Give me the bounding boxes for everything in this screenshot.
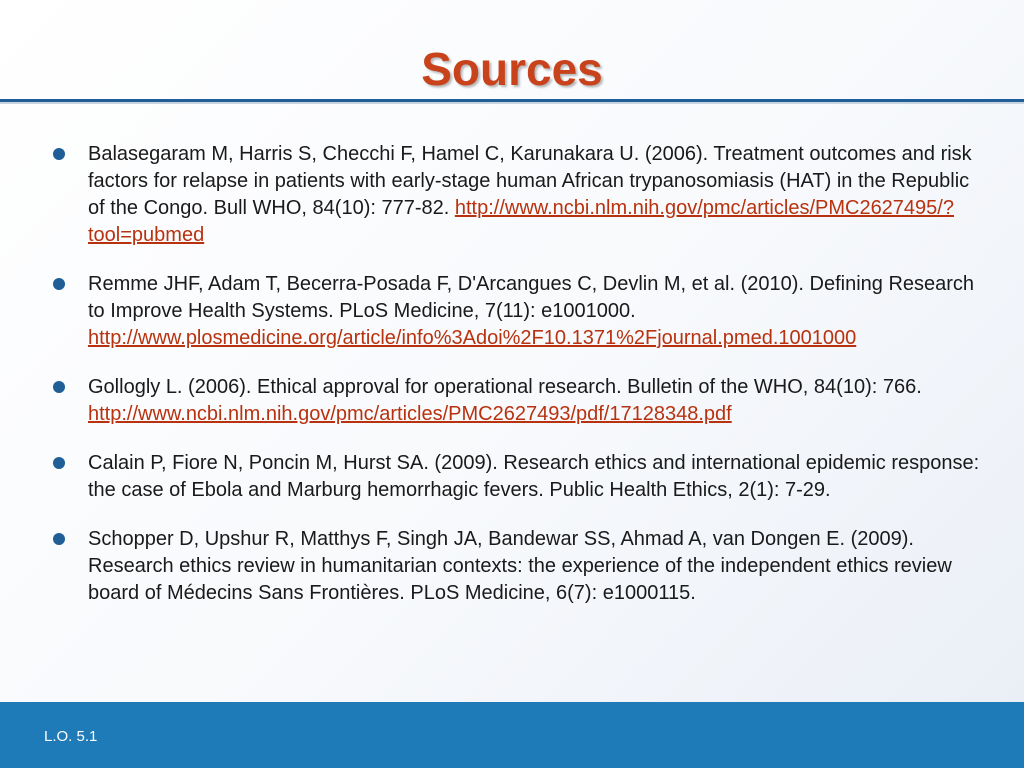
footer-bar xyxy=(0,702,1024,768)
bullet-icon xyxy=(53,148,65,160)
reference-text: Schopper D, Upshur R, Matthys F, Singh JA, Bandewar SS, Ahmad A, van Dongen E. (2009). Research ethics review in humanitarian contexts: the experience of the independent ethics review board of Médecins Sans Frontières. PLoS Medicine, 6(7): e1000115. xyxy=(88,528,952,604)
reference-item xyxy=(52,374,982,428)
bullet-icon xyxy=(53,533,65,545)
reference-item xyxy=(52,141,982,249)
reference-text: Balasegaram M, Harris S, Checchi F, Hamel C, Karunakara U. (2006). Treatment outcomes and risk factors for relapse in patients with early-stage human African trypanosomiasis (HAT) in the Republic of the Congo. Bull WHO, 84(10): 777-82. xyxy=(88,143,972,219)
reference-text: Remme JHF, Adam T, Becerra-Posada F, D'Arcangues C, Devlin M, et al. (2010). Defining Research to Improve Health Systems. PLoS Medicine, 7(11): e1001000. xyxy=(88,273,975,322)
reference-item xyxy=(52,450,982,504)
reference-text: Gollogly L. (2006). Ethical approval for operational research. Bulletin of the WHO, 84(10): 766. xyxy=(88,376,922,398)
reference-text: Calain P, Fiore N, Poncin M, Hurst SA. (2009). Research ethics and international epidemic response: the case of Ebola and Marburg hemorrhagic fevers. Public Health Ethics, 2(1): 7-29. xyxy=(88,452,980,501)
reference-item xyxy=(52,271,982,352)
reference-link[interactable]: http://www.ncbi.nlm.nih.gov/pmc/articles/PMC2627493/pdf/17128348.pdf xyxy=(88,403,732,425)
reference-item xyxy=(52,526,982,607)
bullet-icon xyxy=(53,278,65,290)
bullet-icon xyxy=(53,457,65,469)
reference-link[interactable]: http://www.plosmedicine.org/article/info%3Adoi%2F10.1371%2Fjournal.pmed.1001000 xyxy=(88,327,857,349)
reference-link[interactable]: http://www.ncbi.nlm.nih.gov/pmc/articles/PMC2627495/?tool=pubmed xyxy=(88,197,954,246)
title-divider-shadow xyxy=(0,102,1024,104)
footer-label: L.O. 5.1 xyxy=(44,728,98,745)
bullet-icon xyxy=(53,381,65,393)
reference-list xyxy=(52,141,982,629)
slide-title: Sources xyxy=(421,43,603,95)
